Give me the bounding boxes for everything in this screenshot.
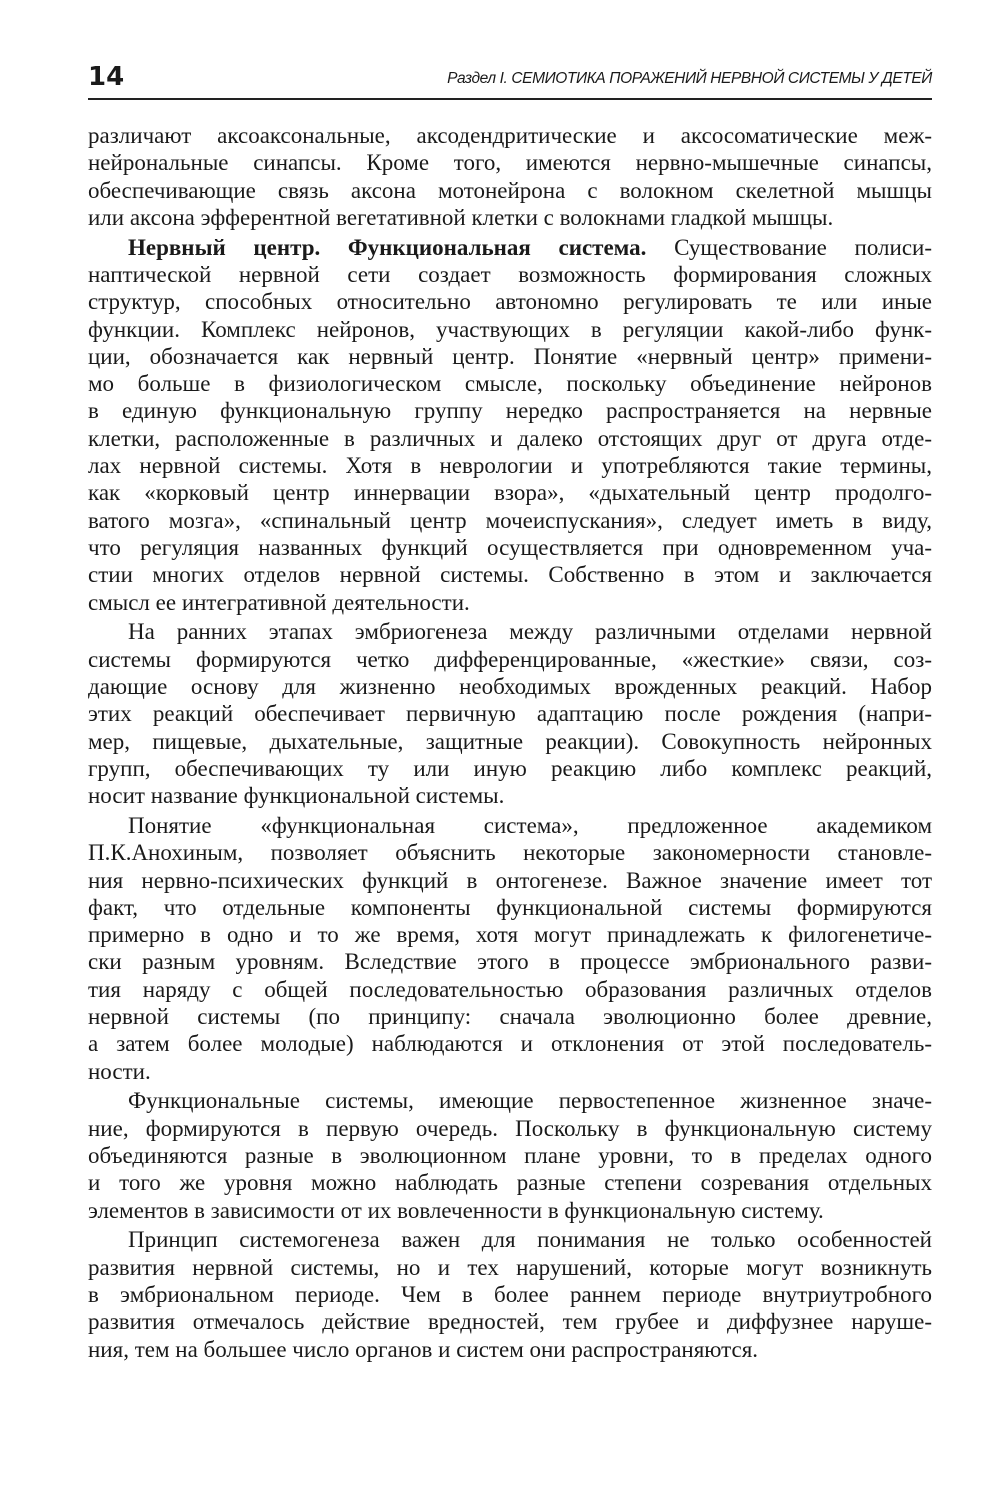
line-text: объединяются разные в эволюционном плане уровни, то в пределах одного xyxy=(88,1142,932,1168)
text-line xyxy=(88,782,932,809)
line-text: ние, формируются в первую очередь. Поскольку в функциональную систему xyxy=(88,1115,932,1141)
line-text: ния, тем на большее число органов и систем они распространяются. xyxy=(88,1336,759,1362)
body-text xyxy=(88,122,932,1365)
text-line xyxy=(88,316,932,343)
text-line xyxy=(88,839,932,866)
line-text: примерно в одно и то же время, хотя могут принадлежать к филогенетиче- xyxy=(88,922,932,948)
text-line xyxy=(88,1058,932,1085)
line-text: различают аксоаксональные, аксодендритические и аксосоматические меж- xyxy=(88,123,932,148)
text-line xyxy=(88,288,932,315)
text-line xyxy=(88,425,932,452)
line-text: мо больше в физиологическом смысле, поскольку объединение нейронов xyxy=(88,371,932,397)
paragraph xyxy=(88,1087,932,1223)
line-text: системы формируются четко дифференцированные, «жесткие» связи, соз- xyxy=(88,646,932,672)
line-text: Существование полиси- xyxy=(646,234,932,260)
text-line xyxy=(88,1030,932,1057)
line-text: нервной системы (по принципу: сначала эволюционно более древние, xyxy=(88,1004,932,1029)
text-line xyxy=(88,177,932,204)
line-text: развития отмечалось действие вредностей, тем грубее и диффузнее наруше- xyxy=(88,1309,932,1335)
line-text: ции, обозначается как нервный центр. Понятие «нервный центр» примени- xyxy=(88,343,932,369)
line-text: Понятие «функциональная система», предложенное академиком xyxy=(128,812,932,838)
text-line xyxy=(88,728,932,755)
text-line xyxy=(88,673,932,700)
text-line xyxy=(88,1087,932,1114)
text-line xyxy=(88,343,932,370)
text-line xyxy=(88,534,932,561)
text-line xyxy=(88,589,932,616)
text-line xyxy=(88,700,932,727)
line-text: в эмбриональном периоде. Чем в более раннем периоде внутриутробного xyxy=(88,1281,932,1307)
line-text: элементов в зависимости от их вовлеченности в функциональную систему. xyxy=(88,1197,824,1223)
section-heading: Нервный центр. Функциональная система. xyxy=(128,234,647,260)
line-text: стии многих отделов нервной системы. Собственно в этом и заключается xyxy=(88,562,932,588)
line-text: этих реакций обеспечивает первичную адаптацию после рождения (напри- xyxy=(88,701,932,727)
line-text: развития нервной системы, но и тех нарушений, которые могут возникнуть xyxy=(88,1254,932,1280)
text-line xyxy=(88,812,932,839)
line-text: тия наряду с общей последовательностью образования различных отделов xyxy=(88,976,932,1002)
text-line xyxy=(88,122,932,149)
text-line xyxy=(88,479,932,506)
page-number: 14 xyxy=(88,62,125,92)
line-text: смысл ее интегративной деятельности. xyxy=(88,589,470,615)
text-line xyxy=(88,921,932,948)
line-text: факт, что отдельные компоненты функциональной системы формируются xyxy=(88,894,932,920)
paragraph xyxy=(88,618,932,809)
line-text: ности. xyxy=(88,1058,151,1084)
line-text: дающие основу для жизненно необходимых врожденных реакций. Набор xyxy=(88,673,932,699)
line-text: функции. Комплекс нейронов, участвующих в регуляции какой-либо функ- xyxy=(88,316,932,342)
paragraph xyxy=(88,234,932,616)
line-text: обеспечивающие связь аксона мотонейрона с волокном скелетной мышцы xyxy=(88,177,932,203)
text-line xyxy=(88,452,932,479)
text-line xyxy=(88,397,932,424)
text-line xyxy=(88,1308,932,1335)
line-text: носит название функциональной системы. xyxy=(88,783,505,809)
line-text: На ранних этапах эмбриогенеза между различными отделами нервной xyxy=(128,619,932,645)
text-line xyxy=(88,894,932,921)
text-line xyxy=(88,1197,932,1224)
text-line xyxy=(88,507,932,534)
line-text: в единую функциональную группу нередко распространяется на нервные xyxy=(88,398,932,424)
text-line xyxy=(88,204,932,231)
paragraph xyxy=(88,1226,932,1362)
line-text: наптической нервной сети создает возможность формирования сложных xyxy=(88,261,932,287)
paragraph xyxy=(88,812,932,1085)
line-text: лах нервной системы. Хотя в неврологии и употребляются такие термины, xyxy=(88,453,932,479)
line-text: что регуляция названных функций осуществляется при одновременном уча- xyxy=(88,534,932,560)
text-line xyxy=(88,1254,932,1281)
running-title: Раздел I. СЕМИОТИКА ПОРАЖЕНИЙ НЕРВНОЙ СИСТЕМЫ У ДЕТЕЙ xyxy=(447,70,932,87)
line-text: а затем более молодые) наблюдаются и отклонения от этой последователь- xyxy=(88,1031,932,1057)
paragraph xyxy=(88,122,932,231)
text-line xyxy=(88,1169,932,1196)
text-line xyxy=(88,976,932,1003)
text-line xyxy=(88,948,932,975)
line-text: клетки, расположенные в различных и далеко отстоящих друг от друга отде- xyxy=(88,425,932,451)
text-line xyxy=(88,1142,932,1169)
line-text: ски разным уровням. Вследствие этого в процессе эмбрионального разви- xyxy=(88,949,932,975)
text-line xyxy=(88,1226,932,1253)
text-line xyxy=(88,149,932,176)
line-text: П.К.Анохиным, позволяет объяснить некоторые закономерности становле- xyxy=(88,840,932,866)
text-line xyxy=(88,646,932,673)
line-text: и того же уровня можно наблюдать разные степени созревания отдельных xyxy=(88,1170,932,1196)
line-text: или аксона эфферентной вегетативной клетки с волокнами гладкой мышцы. xyxy=(88,204,834,230)
text-line xyxy=(88,867,932,894)
page-header xyxy=(88,62,932,100)
line-text: мер, пищевые, дыхательные, защитные реакции). Совокупность нейронных xyxy=(88,728,932,754)
text-line xyxy=(88,1115,932,1142)
line-text: Принцип системогенеза важен для понимания не только особенностей xyxy=(128,1227,932,1253)
line-text: ния нервно-психических функций в онтогенезе. Важное значение имеет тот xyxy=(88,867,932,893)
text-line xyxy=(88,561,932,588)
line-text: групп, обеспечивающих ту или иную реакцию либо комплекс реакций, xyxy=(88,755,932,781)
text-line xyxy=(88,370,932,397)
line-text: нейрональные синапсы. Кроме того, имеются нервно-мышечные синапсы, xyxy=(88,150,932,176)
text-line xyxy=(88,755,932,782)
text-line xyxy=(88,1281,932,1308)
text-line xyxy=(88,234,932,261)
line-text: как «корковый центр иннервации взора», «дыхательный центр продолго- xyxy=(88,480,932,506)
text-line xyxy=(88,1336,932,1363)
line-text: Функциональные системы, имеющие первостепенное жизненное значе- xyxy=(128,1088,932,1114)
text-line xyxy=(88,261,932,288)
line-text: ватого мозга», «спинальный центр мочеиспускания», следует иметь в виду, xyxy=(88,507,932,533)
text-line xyxy=(88,618,932,645)
line-text: структур, способных относительно автономно регулировать те или иные xyxy=(88,289,932,315)
text-line xyxy=(88,1003,932,1030)
